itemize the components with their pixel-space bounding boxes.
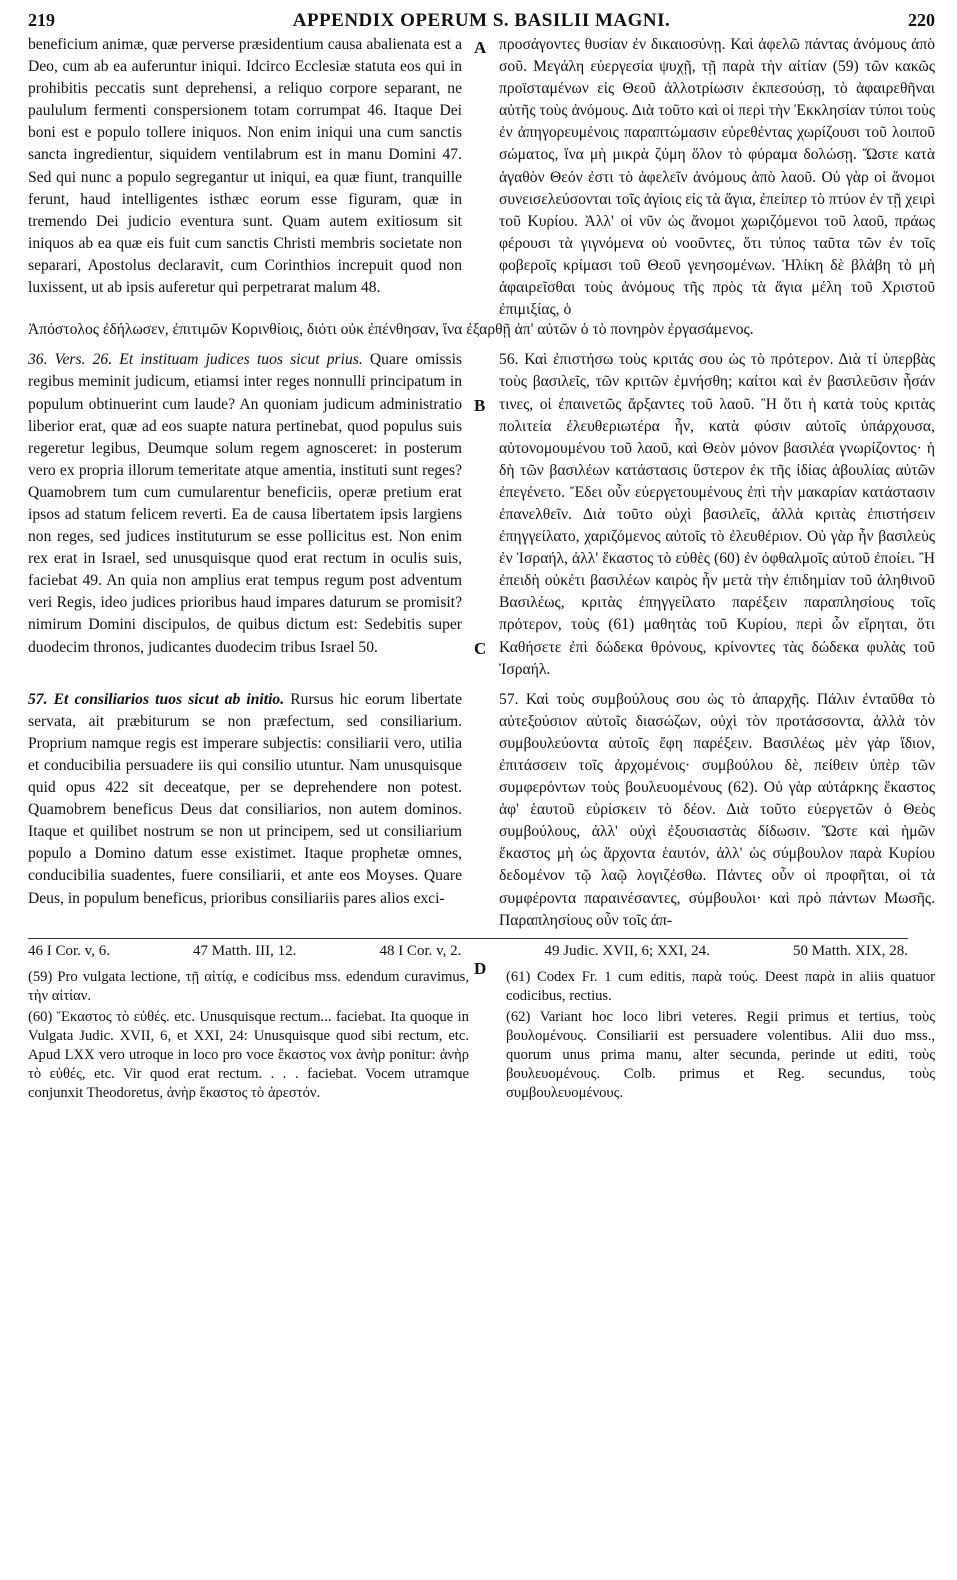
reference: 46 I Cor. v, 6. <box>28 942 110 959</box>
latin-text: Rursus hic eorum libertate servata, ait præbiturum se non præfectum, sed consiliarium. Proprium namque regis est imperare subjectis: consiliarii vero, utilia et conducibilia persuadere iis qui consilio utuntur. Nam unusquisque quid opus 422 sit deceatque, per se deprehendere non potest. Quamobrem beneficus Deus dat consiliarios, non autem dominos. Itaque et quilibet nostrum se non ut principem, sed ut consiliarium populo a Domino datum esse existimet. Itaque prophetæ omnes, conducibilia suadentes, fuere consiliarii, et ante eos Moyses. Quare Deus, in populum beneficus, prioribus consiliariis pares alios exci- <box>28 690 463 907</box>
page-number-right: 220 <box>908 10 935 30</box>
verse-heading: 57. Et consiliarios tuos sicut ab initio. <box>28 690 285 708</box>
note: (62) Variant hoc loco libri veteres. Regii primus et tertius, τοὺς βουλομένους. Consiliarii est persuadere volentibus. Alii duo mss., quorum unus prima manu, alter secunda, perinde ut editi, τοὺς βουλευομένους. Colb. primus et Reg. secundus, τοὺς συμβουλευομένους. <box>505 1008 935 1101</box>
margin-letter-a: A <box>474 38 487 57</box>
latin-column <box>28 34 462 321</box>
section-2 <box>28 349 935 680</box>
page-number-left: 219 <box>28 10 55 30</box>
latin-column <box>28 689 462 932</box>
note: (59) Pro vulgata lectione, τῇ αἰτίᾳ, e codicibus mss. edendum curavimus, τὴν αἰτίαν. <box>28 968 469 1004</box>
notes-left <box>28 968 469 1105</box>
greek-text: 57. Καὶ τοὺς συμβούλους σου ὡς τὸ ἀπαρχῆς. Πάλιν ἐνταῦθα τὸ αὐτεξούσιον αὐτοῖς διασώζων, οὐχὶ τὸν προτάσσοντα, ἀλλὰ τὸν συμβουλεύοντα αὐτοῖς ἔφη παρέξειν. Βασιλέως μὲν γὰρ ἴδιον, ἐπιτάσσειν τοῖς ἀρχομένοις· συμβούλου δὲ, πείθειν ὑπὲρ τῶν συμφερόντων τοὺς βουλευομένους (62). Οὐ γὰρ αὐτάρκης ἕκαστος ἀφ' ἑαυτοῦ εὑρίσκειν τὸ δέον. Διὰ τοῦτο εὐεργετῶν ὁ Θεὸς συμβούλους, ἀλλ' οὐχὶ ἐξουσιαστὰς δίδωσιν. Ὥστε καὶ ἡμῶν ἕκαστος μὴ ὡς ἄρχοντα ἑαυτόν, ἀλλ' ὡς σύμβουλον παρὰ Κυρίου δεδομένον τῷ λαῷ λογιζέσθω. Πάντες οὖν οἱ προφῆται, οἱ τὰ συμφέροντα παραινέσαντες, σύμβουλοι· καὶ πρὸ πάντων Μωσῆς. Παραπλησίους οὖν τοῖς ἀπ- <box>499 690 935 929</box>
scripture-references <box>28 938 908 960</box>
margin-letter-d: D <box>474 958 487 978</box>
greek-text: 56. Καὶ ἐπιστήσω τοὺς κριτάς σου ὡς τὸ πρότερον. Διὰ τί ὑπερβὰς τοὺς βασιλεῖς, τῶν κριτῶν ἐμνήσθη; καίτοι καὶ ἐν βασιλεῦσιν ἦσάν τινες, οἱ ἐπαινετῶς ἄρξαντες τοῦ λαοῦ. Ἢ ὅτι ἡ κατὰ τοὺς κριτὰς πολιτεία ἐλευθεριωτέρα ἦν, κατὰ φύσιν αὐτοῖς ὑπάρχουσα, αὐτονομουμένου τοῦ λαοῦ, καὶ Θεὸν μόνον βασιλέα γνωρίζοντος· ἡ δὴ τῶν βασιλέων κατάστασις ὕστερον ἐκ τῆς ἰδίας ἀβουλίας αὐτῶν ἐπεγένετο. Ἔδει οὖν εὐεργετουμένους ἐπὶ τὴν μακαρίαν κατάστασιν ἐπανελθεῖν. Διὰ τοῦτο οὐχὶ βασιλεῖς, ἀλλὰ κριτὰς ἐπιστήσειν ἐπηγγείλατο, χαριζόμενος αὐτοῖς τὸ ἐλευθέριον. Οὐ γὰρ ἦν βασιλεὺς ἐν Ἰσραήλ, ἀλλ' ἕκαστος τὸ εὐθὲς (60) ἐν ὀφθαλμοῖς αὐτοῦ ἐποίει. Ἢ ἐπειδὴ οὐκέτι βασιλέων καιρὸς ἦν μετὰ τὴν ἐπιδημίαν τοῦ ἀληθινοῦ Βασιλέως, κριτὰς ἐπηγγείλατο παρέξειν παραπλησίους τοῖς πρότερον, τοὺς (61) μαθητὰς τοῦ Κυρίου, περὶ ὧν εἴρηται, ὅτι Καθήσετε ἐπὶ δώδεκα θρόνους, κρίνοντες τὰς δώδεκα φυλὰς τοῦ Ἰσραήλ. <box>499 351 935 678</box>
verse-heading: 36. Vers. 26. Et instituam judices tuos sicut prius. <box>28 351 363 369</box>
note: (61) Codex Fr. 1 cum editis, παρὰ τούς. Deest παρὰ in aliis quatuor codicibus, rectius. <box>505 968 935 1004</box>
reference: 50 Matth. XIX, 28. <box>792 942 908 959</box>
greek-column <box>499 349 935 680</box>
latin-text: Quare omissis regibus meminit judicum, etiamsi inter reges nonnulli principatum in populum obtinuerint cum laude? An quoniam judicum administratio liberior erat, quæ ad eos suapte natura pertinebat, quod populus suis regeretur legibus, Deumque solum regem agnosceret: in posterum vero ex propria illorum temeritate atque amentia, instituti sunt reges? Quamobrem tum cum cumularentur beneficiis, operæ pretium erat ipsos ad statum felicem reverti. Ea de causa libertatem ipsis largiens non reges, sed judices instituturum se esse pollicitus est. Non enim rex erat in Israel, sed unusquisque quod erat rectum in oculis suis, faciebat 49. An quia non amplius erat tempus regum post adventum veri Regis, ideo judices prioribus haud impares daturum se promisit? nimirum Domini discipulos, de quibus dictum est: Sedebitis super duodecim thronos, judicantes duodecim tribus Israel 50. <box>28 351 463 656</box>
greek-column <box>499 689 935 932</box>
latin-column <box>28 349 462 680</box>
greek-column <box>499 34 935 321</box>
greek-text: προσάγοντες θυσίαν ἐν δικαιοσύνῃ. Καὶ ἀφελῶ πάντας ἀνόμους ἀπὸ σοῦ. Μεγάλη εὐεργεσία ψυχῇ, τῇ παρὰ τὴν αἰτίαν (59) τῶν κακῶς προϊσταμένων εἰς Θεοῦ ἀλλοτρίωσιν ἐκπεσούσῃ, τὸ ἀφαιρεθῆναι αὐτῆς τοὺς ἀνόμους. Διὰ τοῦτο καὶ οἱ περὶ τὴν Ἐκκλησίαν τύποι τοὺς ἐν ἀπηγορευμένοις παραπτώμασιν εὑρεθέντας χωρίζουσι τοῦ λοιποῦ σώματος, ἵνα μὴ μικρὰ ζύμη ὅλον τὸ φύραμα δολώσῃ. Ὥστε κατὰ ἀγαθὸν Θεόν ἐστι τὸ ἀφελεῖν ἀνόμους ἀπὸ λαοῦ. Οὐ γὰρ οἱ ἄνομοι συνεισελεύσονται τοῖς ἁγίοις εἰς τὰ ἅγια, ἐπείπερ τὸ πτύον ἐν τῇ χειρὶ τοῦ Κυρίου. Ἀλλ' οἱ νῦν ὡς ἄνομοι χωριζόμενοι τοῦ λαοῦ, πράως φέρουσι τὰ γιγνόμενα οὐ νοοῦντες, ὅτι τύπος ταῦτα τῶν ἐν τοῖς φοβεροῖς κρίμασι τοῦ Θεοῦ γενησομένων. Ἡλίκη δὲ βλάβη τὸ μὴ ἀφαιρεῖσθαι τοὺς ἀνόμους τῆς πρὸς τὰ ἅγια μέλη τοῦ Χριστοῦ ἐπιμιξίας, ὁ <box>499 36 935 319</box>
critical-notes <box>28 968 935 1105</box>
note: (60) Ἕκαστος τὸ εὐθές. etc. Unusquisque rectum... faciebat. Ita quoque in Vulgata Judic. XVII, 6, et XXI, 24: Unusquisque quod sibi rectum, etc. Apud LXX vero utroque in loco pro voce ἕκαστος vox ἀνὴρ ponitur: ἀνὴρ τὸ εὐθές, etc. Vir quod erat rectum. . . . faciebat. Vocem utramque conjunxit Theodoretus, ἀνὴρ ἕκαστος τὸ ἀρεστόν. <box>28 1008 469 1101</box>
running-title: APPENDIX OPERUM S. BASILII MAGNI. <box>292 10 671 31</box>
reference: 48 I Cor. v, 2. <box>379 942 462 959</box>
latin-text: beneficium animæ, quæ perverse præsidentium causa abalienata est a Deo, cum ab ea auferuntur iniqui. Idcirco Ecclesiæ statuta eos qui in prohibitis peccatis sunt deprehensi, a reliquo corpore separant, ne paululum fermenti conspersionem totam corrumpat 46. Itaque Dei boni est e populo tollere iniquos. Non enim iniqui una cum sanctis sancta ingredientur, siquidem ventilabrum est in manu Domini 47. Sed qui nunc a populo segregantur ut iniqui, ea quæ fiunt, tranquille ferunt, haud intelligentes isthæc eorum esse figuram, quæ in tremendo Dei judicio eventura sunt. Quam autem exitiosum sit iniquos ab ea quæ eis fuit cum sanctis Christi membris societate non separari, Apostolus declaravit, cum Corinthios increpuit quod non luxissent, ut ab ipsis auferetur qui perpetrarat malum 48. <box>28 36 463 297</box>
notes-right <box>506 968 935 1105</box>
reference: 47 Matth. III, 12. <box>193 942 297 959</box>
margin-letter-c: C <box>474 639 487 659</box>
page-header <box>28 10 935 32</box>
reference: 49 Judic. XVII, 6; XXI, 24. <box>544 942 710 959</box>
margin-letter-b: B <box>474 396 486 415</box>
greek-continuation: Ἀπόστολος ἐδήλωσεν, ἐπιτιμῶν Κορινθίοις, διότι οὐκ ἐπένθησαν, ἵνα ἐξαρθῇ ἀπ' αὐτῶν ὁ τὸ πονηρὸν ἐργασάμενος. <box>28 321 754 339</box>
